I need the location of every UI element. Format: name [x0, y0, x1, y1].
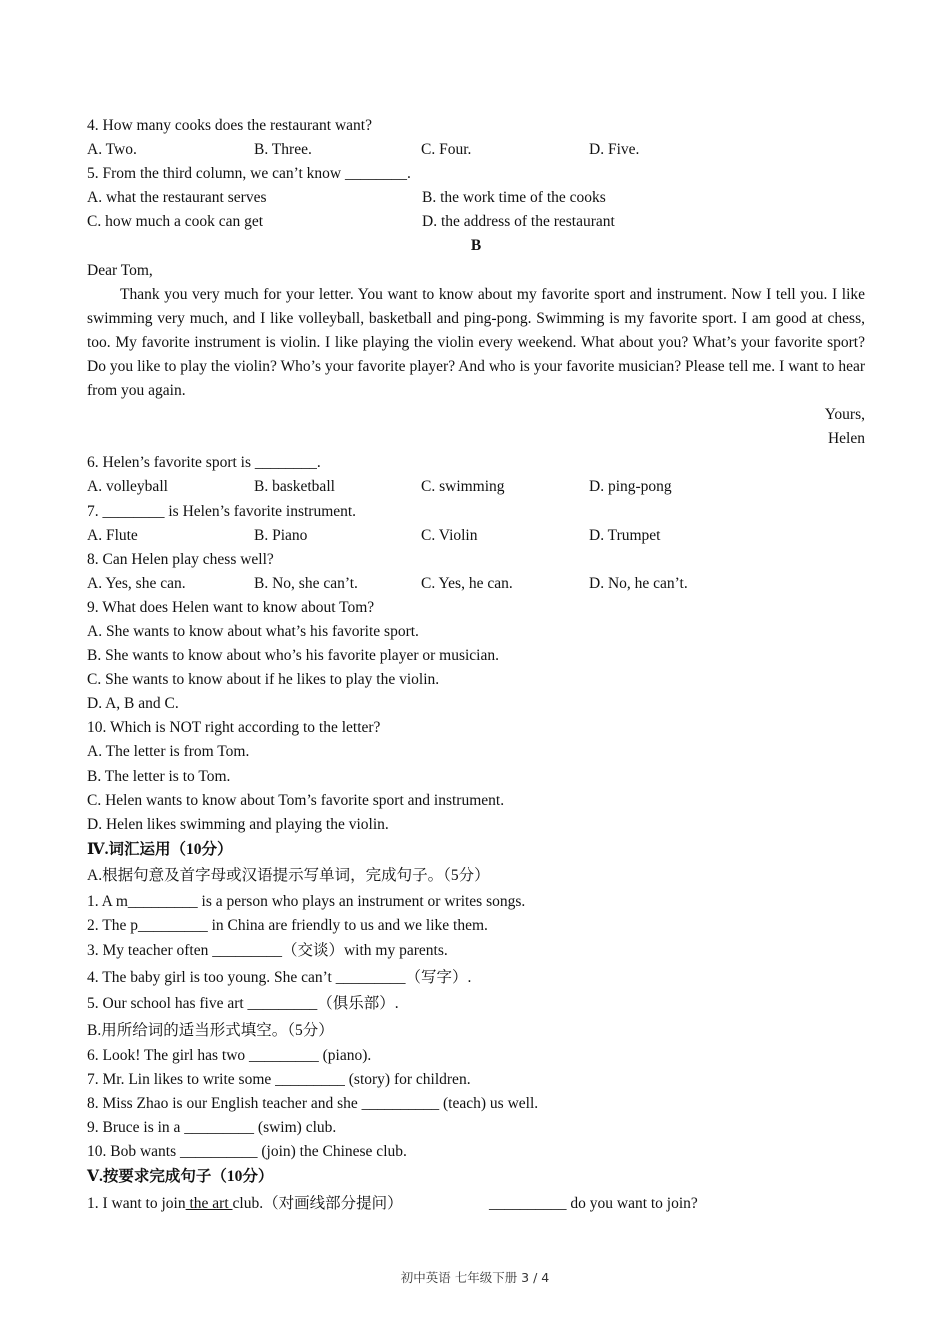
section-5-title: Ⅴ.按要求完成句子（10分）: [87, 1168, 274, 1186]
vocab-item: 3. My teacher often _________（交谈）with my parents.: [87, 942, 448, 959]
option: C. She wants to know about if he likes to play the violin.: [87, 671, 440, 689]
option: B. Piano: [254, 526, 308, 544]
option: C. Yes, he can.: [421, 574, 513, 592]
option: D. A, B and C.: [87, 695, 179, 713]
option: B. The letter is to Tom.: [87, 767, 231, 785]
option: A. Yes, she can.: [87, 574, 186, 592]
question-10-stem: 10. Which is NOT right according to the letter?: [87, 719, 381, 737]
fill-item: 7. Mr. Lin likes to write some _________ (story) for children.: [87, 1071, 471, 1089]
option: D. the address of the restaurant: [422, 213, 615, 231]
option: C. Four.: [421, 141, 472, 159]
option: A. Two.: [87, 141, 137, 159]
fill-item: 8. Miss Zhao is our English teacher and she __________ (teach) us well.: [87, 1095, 539, 1113]
page-footer: 初中英语 七年级下册 3 / 4: [400, 1270, 550, 1285]
option: D. No, he can’t.: [589, 574, 688, 592]
question-7-options: [87, 524, 865, 548]
question-6-options: [87, 475, 865, 499]
sentence-item: [87, 1191, 865, 1218]
option: C. Helen wants to know about Tom’s favorite sport and instrument.: [87, 791, 505, 809]
option: C. how much a cook can get: [87, 213, 264, 231]
option: B. the work time of the cooks: [422, 189, 606, 207]
exam-page: [87, 114, 865, 1217]
question-5-options-row1: [87, 186, 865, 210]
question-5-stem: 5. From the third column, we can’t know ________.: [87, 165, 411, 183]
question-8-options: [87, 572, 865, 596]
question-8-stem: 8. Can Helen play chess well?: [87, 550, 274, 568]
option: B. Three.: [254, 141, 312, 159]
option: A. She wants to know about what’s his favorite sport.: [87, 622, 419, 640]
option: D. Five.: [589, 141, 640, 159]
underlined-phrase: the art: [185, 1194, 233, 1212]
vocab-item: 5. Our school has five art _________（俱乐部）.: [87, 995, 399, 1012]
option: D. ping-pong: [589, 478, 672, 496]
question-4-options: [87, 138, 865, 162]
answer-blank: __________ do you want to join?: [489, 1194, 698, 1212]
option: B. basketball: [254, 478, 335, 496]
question-4-stem: 4. How many cooks does the restaurant want?: [87, 117, 372, 134]
question-7-stem: 7. ________ is Helen’s favorite instrument.: [87, 502, 357, 520]
fill-item: 6. Look! The girl has two _________ (piano).: [87, 1047, 372, 1064]
question-5-options-row2: [87, 210, 865, 234]
option: D. Trumpet: [589, 526, 661, 544]
section-4-part-a: A.根据句意及首字母或汉语提示写单词，完成句子。（5分）: [87, 867, 490, 885]
fill-item: 10. Bob wants __________ (join) the Chinese club.: [87, 1143, 407, 1161]
letter-closing: Yours,: [824, 406, 865, 424]
option: D. Helen likes swimming and playing the violin.: [87, 815, 389, 833]
option: A. what the restaurant serves: [87, 189, 267, 207]
vocab-item: 1. A m_________ is a person who plays an instrument or writes songs.: [87, 892, 526, 910]
option: B. No, she can’t.: [254, 574, 358, 592]
sentence-suffix: club.（对画线部分提问）: [232, 1194, 403, 1212]
option: A. Flute: [87, 526, 138, 544]
question-6-stem: 6. Helen’s favorite sport is ________.: [87, 454, 321, 472]
option: A. volleyball: [87, 478, 168, 496]
section-4-title: Ⅳ.词汇运用（10分）: [87, 840, 233, 858]
vocab-item: 4. The baby girl is too young. She can’t _________（写字）.: [87, 968, 472, 986]
section-b-heading: B: [470, 237, 482, 255]
letter-greeting: Dear Tom,: [87, 261, 153, 279]
question-9-stem: 9. What does Helen want to know about Tom?: [87, 598, 375, 616]
letter-body: Thank you very much for your letter. You want to know about my favorite sport and instrument. Now I tell you. I like swimming very much, and I like volleyball, basketball and ping-pong. Swimming is my favorite sport. I am good at chess, too. My favorite instrument is violin. I like playing the violin every weekend. What about you? What’s your favorite sport? Do you like to play the violin? Who’s your favorite player? And who is your favorite musician? Please tell me. I want to hear from you again.: [87, 285, 865, 400]
option: C. swimming: [421, 478, 505, 496]
option: B. She wants to know about who’s his favorite player or musician.: [87, 647, 499, 665]
sentence-prefix: 1. I want to join: [87, 1194, 186, 1212]
vocab-item: 2. The p_________ in China are friendly to us and we like them.: [87, 916, 488, 934]
letter-signature: Helen: [827, 430, 865, 448]
option: C. Violin: [421, 526, 478, 544]
section-4-part-b: B.用所给词的适当形式填空。（5分）: [87, 1021, 334, 1039]
fill-item: 9. Bruce is in a _________ (swim) club.: [87, 1119, 337, 1137]
option: A. The letter is from Tom.: [87, 743, 250, 761]
